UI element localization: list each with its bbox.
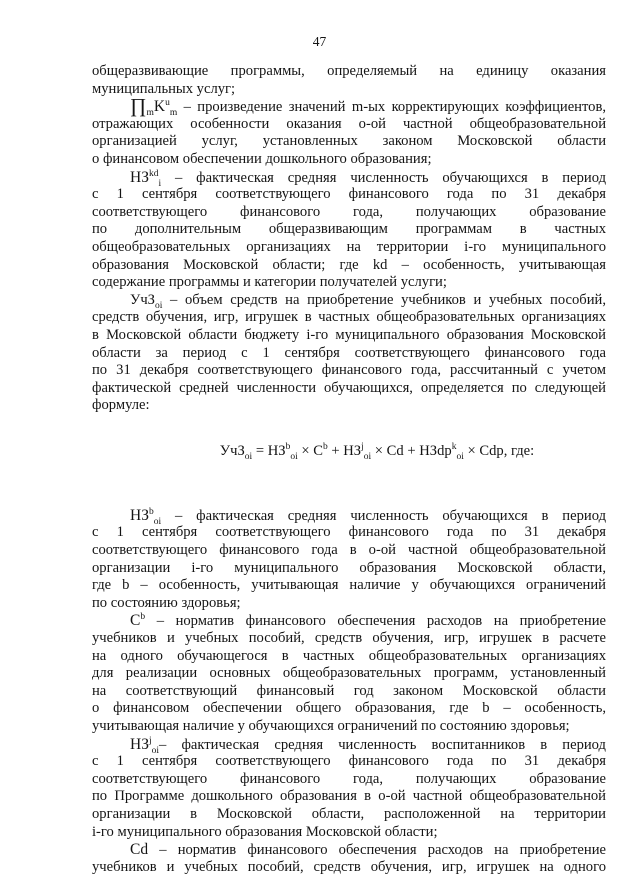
text-line: с 1 сентября соответствующего финансового года по 31 декабря xyxy=(92,753,606,770)
text-line: по Программе дошкольного образования в о-ой частной общеобразовательной xyxy=(92,788,606,805)
text-line: организации в Московской области, расположенной на территории xyxy=(92,805,606,822)
text-line: содержание программы и категории получателей услуги; xyxy=(92,274,447,291)
text-line: отражающих особенности оказания о-ой частной общеобразовательной xyxy=(92,115,606,132)
text-line: о финансовом обеспечении дошкольного образования; xyxy=(92,150,432,167)
definition-nz-b: $НЗ^b_{oi}$ – фактическая средняя численность обучающихся в период xyxy=(130,506,606,527)
text-line: на соответствующий финансовый год законом Московской области xyxy=(92,682,606,699)
text-line: по состоянию здоровья; xyxy=(92,594,241,611)
definition-nz-j: $НЗ^j_{oi}-$ фактическая средняя численность воспитанников в период xyxy=(130,735,606,756)
text-line: с 1 сентября соответствующего финансового года по 31 декабря xyxy=(92,524,606,541)
text-line: на одного обучающегося в частных общеобразовательных организациях xyxy=(92,647,606,664)
text-line: учитывающая наличие у обучающихся ограничений по состоянию здоровья; xyxy=(92,718,570,734)
text-line: соответствующего финансового года, получающих образование xyxy=(92,203,606,220)
text-line: учебников и учебных пособий, средств обучения, игр, игрушек на одного xyxy=(92,858,606,875)
text-line: для реализации основных общеобразовательных программ, установленный xyxy=(92,665,606,682)
text-line: средств обучения, игр, игрушек в частных общеобразовательных организациях xyxy=(92,309,606,326)
text-line: организацией услуг, установленных законом Московской области xyxy=(92,133,606,150)
text-line: формуле: xyxy=(92,397,150,414)
document-body xyxy=(92,63,606,876)
page-number: 47 xyxy=(312,34,327,49)
definition-uchz: УчЗ$_{oi}$ – объем средств на приобретение учебников и учебных пособий, xyxy=(130,291,606,311)
definition-prod-k: $\prod_mK^u_m$ – произведение значений m-ых корректирующих коэффициентов, xyxy=(130,95,606,119)
text-line: муниципальных услуг; xyxy=(92,80,236,97)
definition-cd: Cd – норматив финансового обеспечения расходов на приобретение xyxy=(130,841,606,859)
text-line: по дополнительным общеразвивающим программам в частных xyxy=(92,221,606,238)
text-line: где b – особенность, учитывающая наличие у обучающихся ограничений xyxy=(92,577,606,594)
text-line: соответствующего финансового года, получающих образование xyxy=(92,770,606,787)
product-symbol: ∏ xyxy=(130,95,147,118)
text-line: фактической средней численности обучающихся, определяется по следующей xyxy=(92,379,606,396)
text-line: в Московской области бюджету i-го муниципального образования Московской xyxy=(92,326,606,343)
text-line: с 1 сентября соответствующего финансового года по 31 декабря xyxy=(92,186,606,203)
text-line: о финансовом обеспечении общего образования, где b – особенность, xyxy=(92,700,606,717)
text-line: области за период с 1 сентября соответствующего финансового года xyxy=(92,344,606,361)
text-line: по 31 декабря соответствующего финансового года, рассчитанный с учетом xyxy=(92,362,606,379)
text-line: образования Московской области; где kd – особенность, учитывающая xyxy=(92,256,606,273)
text-line: учебников и учебных пособий, средств обучения, игр, игрушек в расчете xyxy=(92,630,606,647)
definition-c-b: $C^b$ – норматив финансового обеспечения расходов на приобретение xyxy=(130,612,606,630)
definition-nz-kd: $НЗ^{kd}_i$ – фактическая средняя численность обучающихся в период xyxy=(130,168,606,189)
text-line: i-го муниципального образования Московской области; xyxy=(92,823,438,840)
text-line: организации i-го муниципального образования Московской области, xyxy=(92,559,606,576)
text-line: соответствующего финансового года в о-ой частной общеобразовательной xyxy=(92,542,606,559)
text-line: общеобразовательных организациях на территории i-го муниципального xyxy=(92,238,606,255)
text-line: общеразвивающие программы, определяемый на единицу оказания xyxy=(92,63,606,79)
formula: $УчЗ_{oi} = НЗ^b_{oi} \times C^b + НЗ^j_{oi} \times Cd$ + НЗdp$^k_{oi}$ × Cdp, где: xyxy=(219,442,535,462)
